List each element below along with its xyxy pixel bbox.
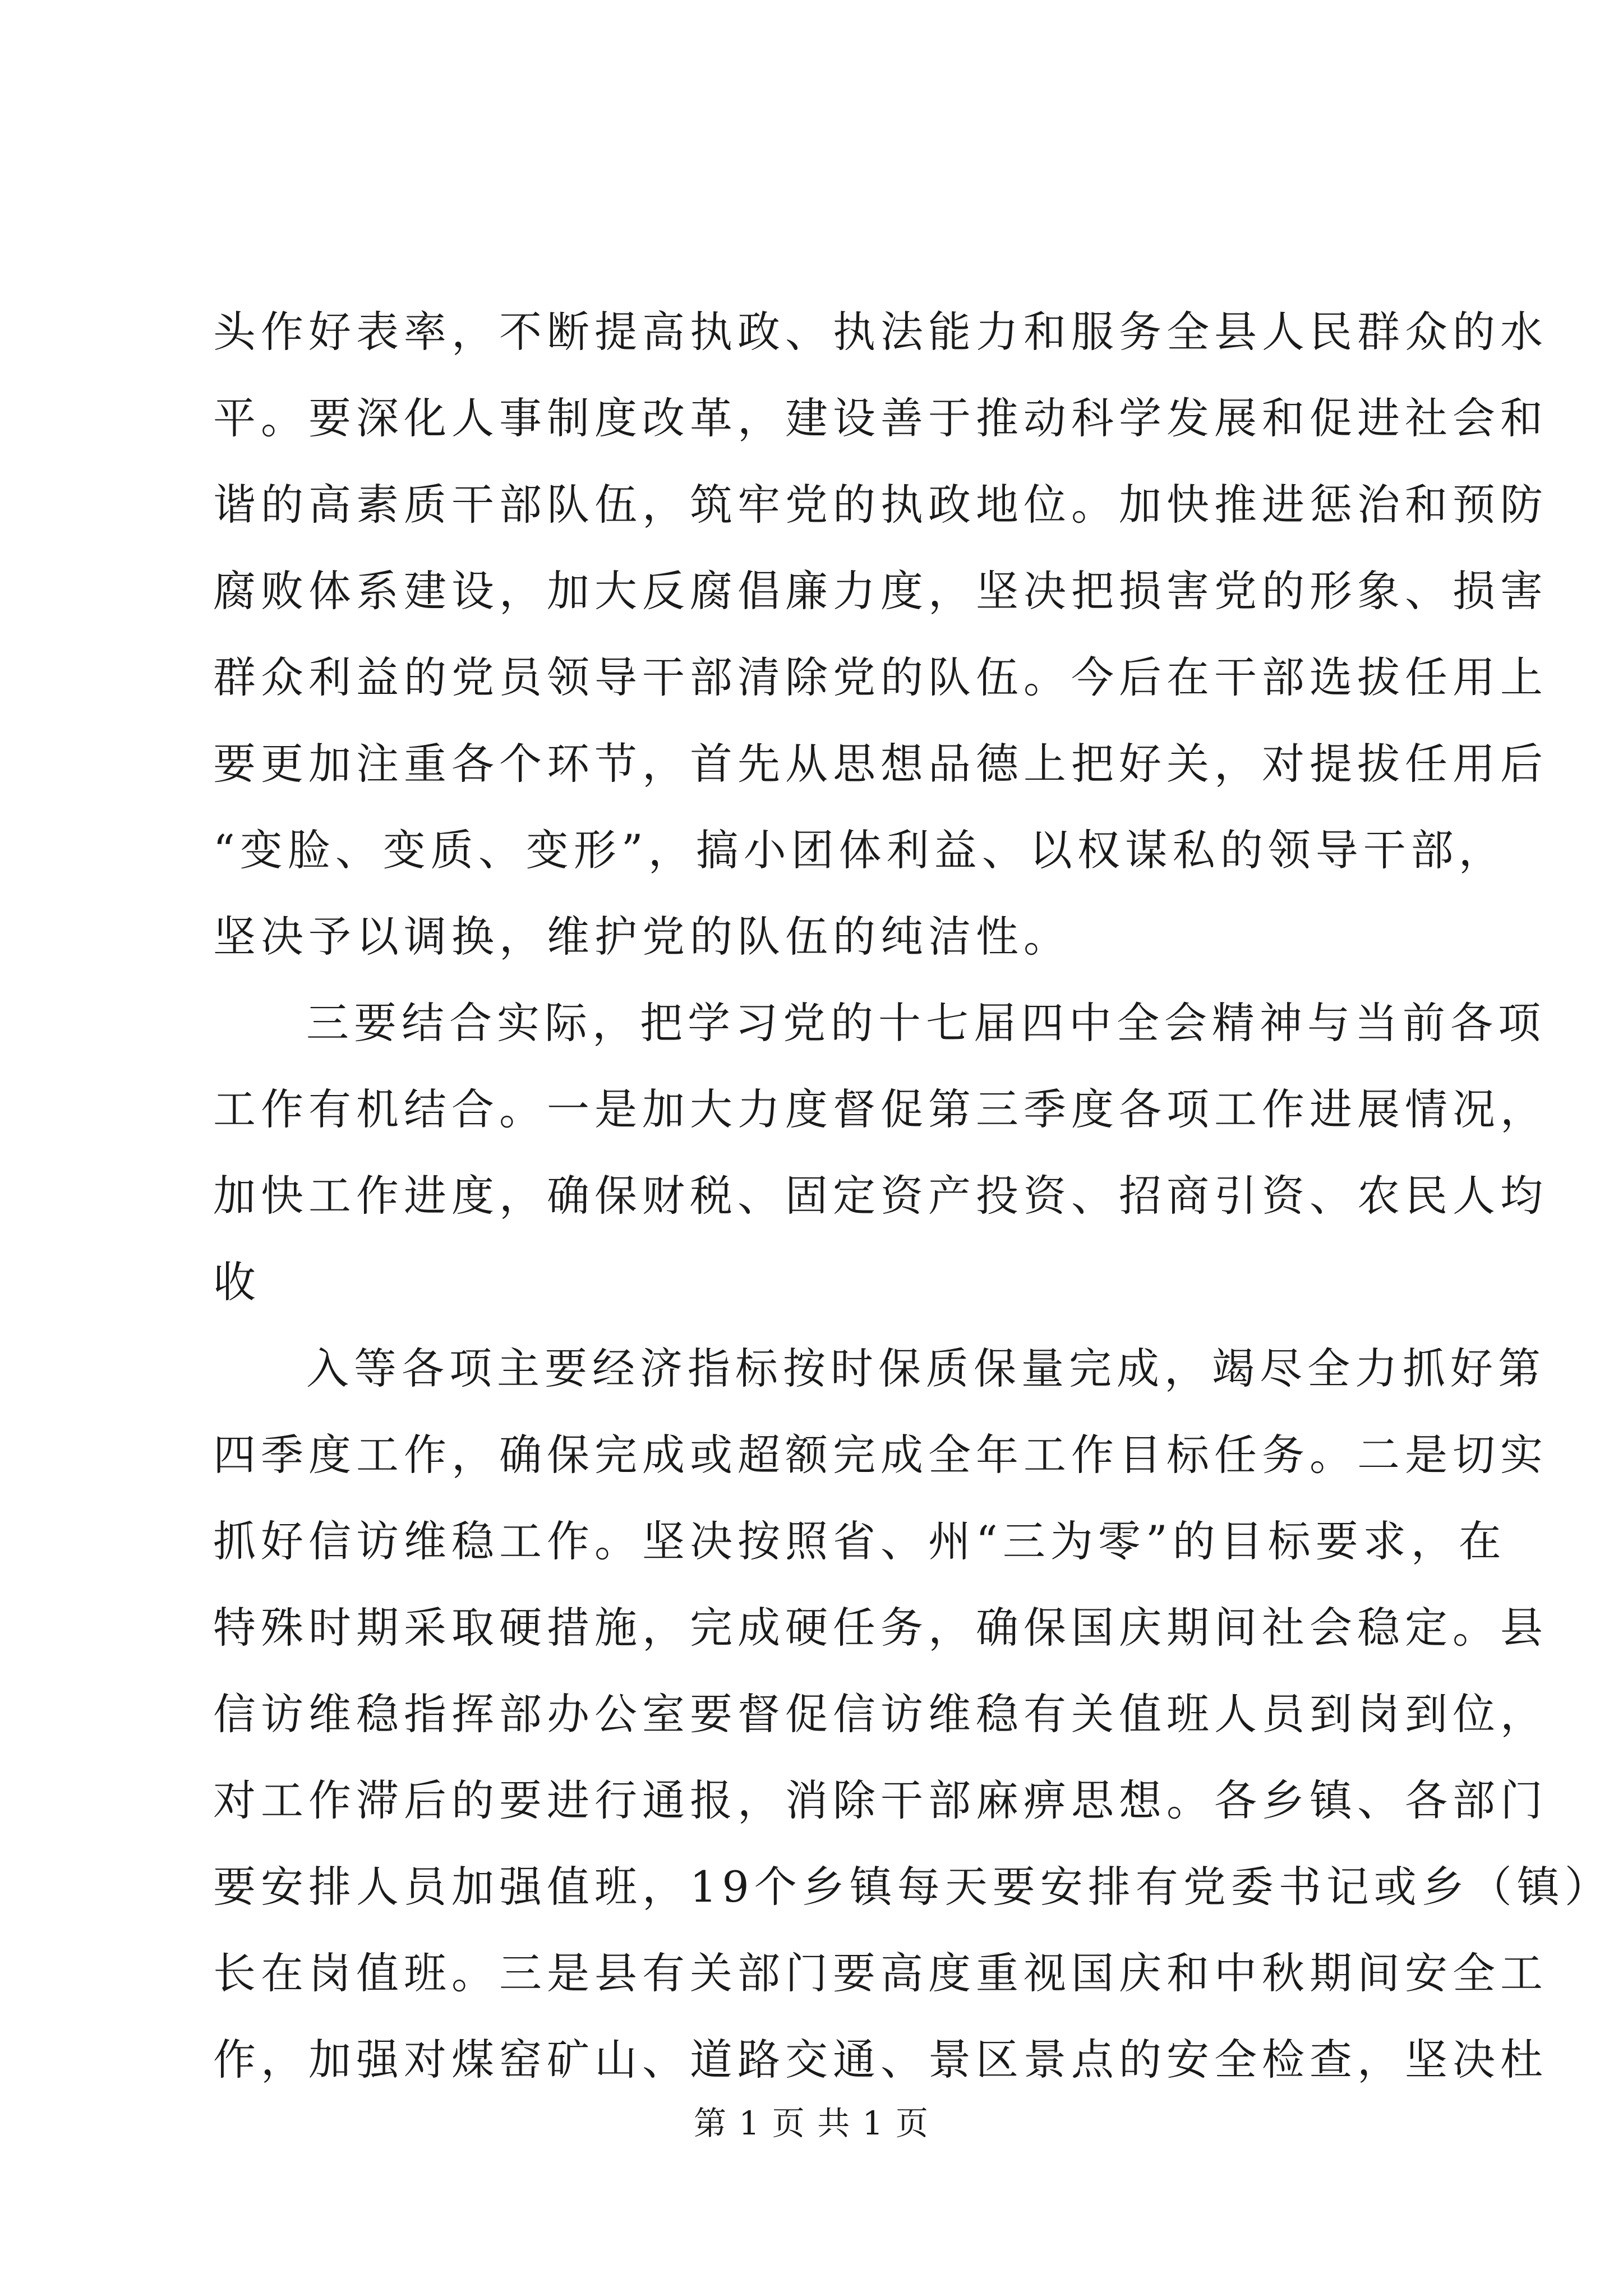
text-line-9: 三要结合实际，把学习党的十七届四中全会精神与当前各项 (306, 998, 1546, 1048)
text-line-16: 特殊时期采取硬措施，完成硬任务，确保国庆期间社会稳定。县 (213, 1603, 1548, 1653)
text-line-15: 抓好信访维稳工作。坚决按照省、州“三为零”的目标要求，在 (213, 1516, 1506, 1566)
text-line-19: 要安排人员加强值班，19个乡镇每天要安排有党委书记或乡（镇） (213, 1862, 1612, 1912)
text-line-12: 收 (213, 1257, 261, 1307)
text-line-4: 腐败体系建设，加大反腐倡廉力度，坚决把损害党的形象、损害 (213, 566, 1548, 616)
text-line-17: 信访维稳指挥部办公室要督促信访维稳有关值班人员到岗到位， (213, 1689, 1548, 1739)
text-line-2: 平。要深化人事制度改革，建设善于推动科学发展和促进社会和 (213, 393, 1548, 443)
text-line-20: 长在岗值班。三是县有关部门要高度重视国庆和中秋期间安全工 (213, 1948, 1548, 1998)
text-line-1: 头作好表率，不断提高执政、执法能力和服务全县人民群众的水 (213, 307, 1548, 357)
text-line-10: 工作有机结合。一是加大力度督促第三季度各项工作进展情况， (213, 1084, 1548, 1134)
text-line-8: 坚决予以调换，维护党的队伍的纯洁性。 (213, 912, 1071, 961)
text-line-13: 入等各项主要经济指标按时保质保量完成，竭尽全力抓好第 (306, 1343, 1546, 1393)
text-line-14: 四季度工作，确保完成或超额完成全年工作目标任务。二是切实 (213, 1430, 1548, 1480)
text-line-11: 加快工作进度，确保财税、固定资产投资、招商引资、农民人均 (213, 1171, 1548, 1221)
text-line-18: 对工作滞后的要进行通报，消除干部麻痹思想。各乡镇、各部门 (213, 1775, 1548, 1825)
text-line-7: “变脸、变质、变形”，搞小团体利益、以权谋私的领导干部， (213, 825, 1506, 875)
text-line-5: 群众利益的党员领导干部清除党的队伍。今后在干部选拔任用上 (213, 652, 1548, 702)
text-line-3: 谐的高素质干部队伍，筑牢党的执政地位。加快推进惩治和预防 (213, 480, 1548, 530)
page-footer: 第 1 页 共 1 页 (694, 2104, 929, 2142)
text-line-21: 作，加强对煤窑矿山、道路交通、景区景点的安全检查，坚决杜 (213, 2035, 1548, 2085)
text-line-6: 要更加注重各个环节，首先从思想品德上把好关，对提拔任用后 (213, 739, 1548, 789)
